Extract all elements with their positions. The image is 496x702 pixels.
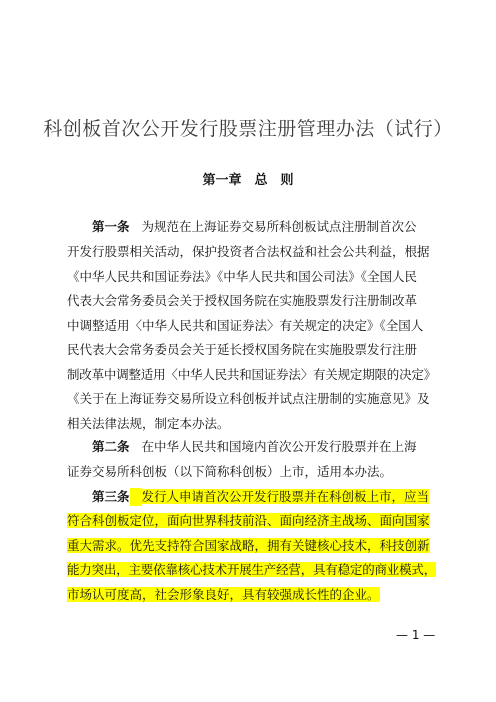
page-number: — 1 — [396,628,436,642]
chapter-heading: 第一章 总 则 [202,173,294,188]
article-line: 《中华人民共和国证券法》《中华人民共和国公司法》《全国人民 [67,269,418,284]
article-line: 代表大会常务委员会关于授权国务院在实施股票发行注册制改革 [67,293,418,308]
highlighted-line [67,512,430,530]
article-2-line-1 [92,438,417,456]
article-3-line-1 [92,488,429,506]
highlighted-text: 符合科创板定位，面向世界科技前沿、面向经济主战场、面向国家 [67,513,430,528]
article-label: 第二条 [92,439,130,454]
highlighted-line [67,586,380,604]
article-line: 中调整适用〈中华人民共和国证券法〉有关规定的决定》《全国人 [67,318,424,333]
highlighted-text: 能力突出，主要依靠核心技术开展生产经营，具有稳定的商业模式， [67,562,437,577]
highlighted-line [67,537,430,555]
highlighted-text: 发行人申请首次公开发行股票并在科创板上市，应当 [141,489,430,504]
article-line: 制改革中调整适用〈中华人民共和国证券法〉有关规定期限的决定》 [67,367,437,382]
article-text: 为规范在上海证券交易所科创板试点注册制首次公 [141,219,417,234]
article-line: 相关法律法规，制定本办法。 [67,416,230,431]
article-line: 民代表大会常务委员会关于延长授权国务院在实施股票发行注册 [67,342,418,357]
article-line: 开发行股票相关活动，保护投资者合法权益和社会公共利益，根据 [67,244,430,259]
article-1-line-1 [92,218,417,236]
article-label: 第三条 [92,489,130,504]
highlighted-line [67,561,436,579]
highlighted-text: 市场认可度高，社会形象良好，具有较强成长性的企业。 [67,587,380,602]
article-text: 在中华人民共和国境内首次公开发行股票并在上海 [141,439,417,454]
highlighted-text: 重大需求。优先支持符合国家战略，拥有关键核心技术，科技创新 [67,538,430,553]
article-line: 《关于在上海证券交易所设立科创板并试点注册制的实施意见》及 [67,391,430,406]
article-line: 证券交易所科创板（以下简称科创板）上市，适用本办法。 [67,464,393,479]
document-title: 科创板首次公开发行股票注册管理办法（试行） [43,118,453,140]
article-label: 第一条 [92,219,130,234]
